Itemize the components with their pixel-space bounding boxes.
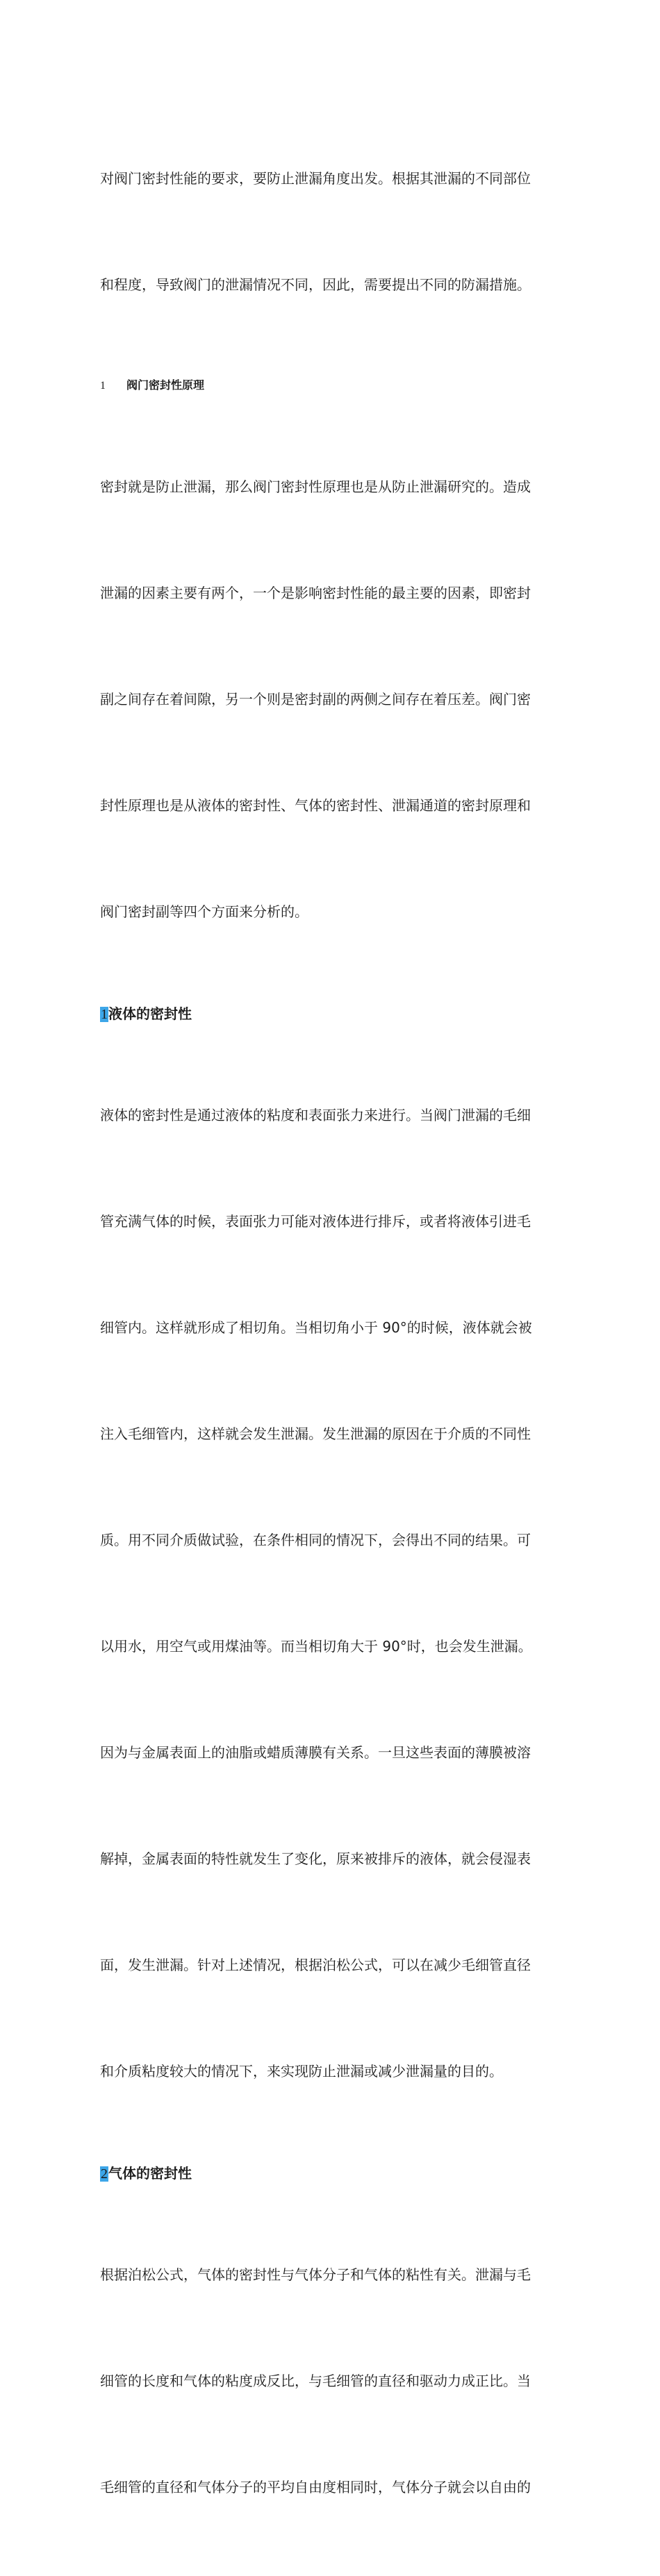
section-paragraph: [100, 399, 564, 1001]
paragraph-line: 和程度，导致阀门的泄漏情况不同，因此，需要提出不同的防漏措施。: [100, 276, 531, 293]
document-page: [100, 90, 564, 2576]
paragraph-line: 注入毛细管内，这样就会发生泄漏。发生泄漏的原因在于介质的不同性: [100, 1425, 531, 1442]
paragraph-line: 密封就是防止泄漏，那么阀门密封性原理也是从防止泄漏研究的。造成: [100, 478, 531, 495]
highlighted-number: 1: [101, 1007, 108, 1022]
paragraph-line: 因为与金属表面上的油脂或蜡质薄膜有关系。一旦这些表面的薄膜被溶: [100, 1744, 531, 1761]
paragraph-line: 细管内。这样就形成了相切角。当相切角小于 90°的时候，液体就会被: [100, 1319, 532, 1336]
paragraph-line: 质。用不同介质做试验，在条件相同的情况下，会得出不同的结果。可: [100, 1532, 531, 1548]
paragraph-line: 解掉，金属表面的特性就发生了变化，原来被排斥的液体，就会侵湿表: [100, 1850, 531, 1867]
subsection-title: 液体的密封性: [108, 1005, 192, 1022]
section-heading: [100, 374, 564, 399]
subsection-title: 气体的密封性: [108, 2165, 192, 2182]
paragraph-line: 细管的长度和气体的粘度成反比，与毛细管的直径和驱动力成正比。当: [100, 2373, 531, 2389]
paragraph-line: 毛细管的直径和气体分子的平均自由度相同时，气体分子就会以自由的: [100, 2479, 531, 2495]
paragraph-line: 液体的密封性是通过液体的粘度和表面张力来进行。当阀门泄漏的毛细: [100, 1107, 531, 1123]
paragraph-line: 根据泊松公式，气体的密封性与气体分子和气体的粘性有关。泄漏与毛: [100, 2266, 531, 2283]
liquid-paragraph: [100, 1027, 564, 2160]
gas-paragraph: [100, 2186, 564, 2576]
paragraph-line: 阀门密封副等四个方面来分析的。: [100, 903, 308, 920]
paragraph-line: 封性原理也是从液体的密封性、气体的密封性、泄漏通道的密封原理和: [100, 797, 531, 814]
highlighted-number: 2: [101, 2166, 108, 2182]
section-title: 阀门密封性原理: [126, 380, 205, 392]
intro-paragraph: [100, 90, 564, 374]
paragraph-line: 以用水，用空气或用煤油等。而当相切角大于 90°时，也会发生泄漏。: [100, 1638, 532, 1655]
paragraph-line: 和介质粘度较大的情况下，来实现防止泄漏或减少泄漏量的目的。: [100, 2063, 503, 2080]
section-number: 1: [100, 380, 106, 392]
paragraph-line: 面，发生泄漏。针对上述情况，根据泊松公式，可以在减少毛细管直径: [100, 1957, 531, 1973]
subsection-heading-gas: [100, 2160, 564, 2186]
paragraph-line: 泄漏的因素主要有两个，一个是影响密封性能的最主要的因素，即密封: [100, 585, 531, 601]
subsection-heading-liquid: [100, 1001, 564, 1027]
paragraph-line: 对阀门密封性能的要求，要防止泄漏角度出发。根据其泄漏的不同部位: [100, 170, 531, 187]
paragraph-line: 副之间存在着间隙，另一个则是密封副的两侧之间存在着压差。阀门密: [100, 691, 531, 708]
paragraph-line: 管充满气体的时候，表面张力可能对液体进行排斥，或者将液体引进毛: [100, 1213, 531, 1230]
